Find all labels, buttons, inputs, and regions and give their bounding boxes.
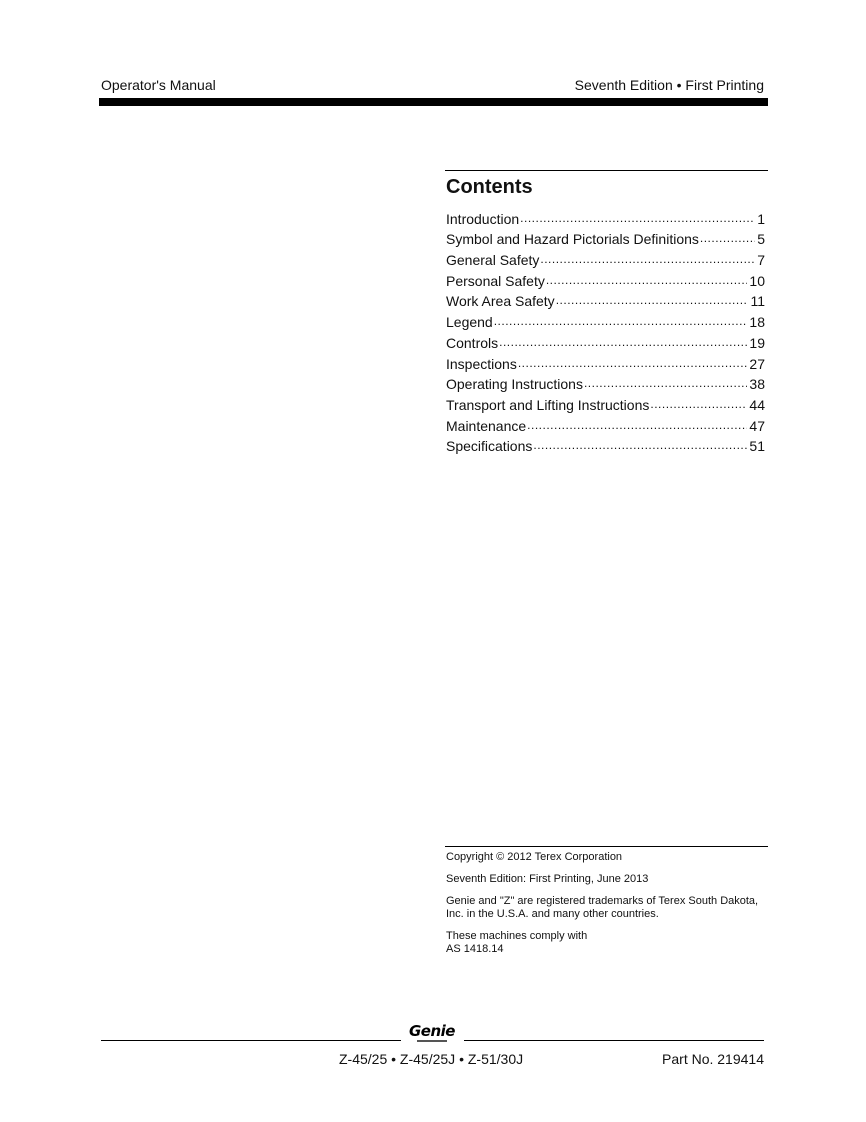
toc-top-rule: [445, 170, 768, 171]
toc-entry[interactable]: [446, 206, 765, 227]
toc-dot-leader: [494, 312, 748, 330]
toc-dot-leader: [556, 291, 749, 309]
edition-label: Seventh Edition • First Printing: [574, 77, 764, 93]
trademark-notice: Genie and "Z" are registered trademarks of Terex South Dakota, Inc. in the U.S.A. and many other countries.: [446, 895, 759, 920]
compliance-notice: [446, 930, 766, 956]
toc-entry-page: 5: [757, 231, 765, 248]
toc-dot-leader: [540, 250, 755, 268]
toc-entry[interactable]: [446, 247, 765, 268]
toc-dot-leader: [700, 229, 755, 247]
toc-entry[interactable]: [446, 227, 765, 248]
toc-entry-label: Inspections: [446, 355, 517, 372]
compliance-text: These machines comply with: [446, 930, 588, 942]
toc-entry[interactable]: [446, 309, 765, 330]
toc-entry-page: 10: [749, 272, 765, 289]
toc-entry-label: Personal Safety: [446, 272, 545, 289]
toc-dot-leader: [584, 374, 747, 392]
toc-title: Contents: [446, 176, 533, 198]
toc-entry-page: 47: [749, 417, 765, 434]
toc-entry-page: 1: [757, 210, 765, 227]
toc-entry-label: Transport and Lifting Instructions: [446, 396, 650, 413]
part-number: Part No. 219414: [662, 1051, 764, 1067]
toc-dot-leader: [527, 416, 747, 434]
compliance-standard: AS 1418.14: [446, 943, 504, 955]
header-rule: [99, 98, 768, 106]
toc-entry-label: Legend: [446, 314, 493, 331]
genie-logo: [404, 1024, 460, 1046]
toc-entry-label: Work Area Safety: [446, 293, 555, 310]
copyright-notice: Copyright © 2012 Terex Corporation: [446, 851, 623, 863]
toc-entry[interactable]: [446, 351, 765, 372]
footer-rule-left: [101, 1040, 401, 1041]
toc-entry-page: 19: [749, 334, 765, 351]
toc-entry[interactable]: [446, 372, 765, 393]
toc-entry[interactable]: [446, 392, 765, 413]
toc-list: [446, 206, 765, 454]
copyright-block: [446, 851, 766, 965]
toc-entry-page: 51: [749, 438, 765, 455]
genie-logo-underline: [417, 1040, 447, 1042]
toc-entry[interactable]: [446, 330, 765, 351]
model-numbers: Z-45/25 • Z-45/25J • Z-51/30J: [339, 1051, 524, 1067]
toc-dot-leader: [520, 209, 755, 227]
toc-entry-label: Specifications: [446, 438, 533, 455]
toc-entry-label: Operating Instructions: [446, 376, 583, 393]
toc-dot-leader: [518, 354, 748, 372]
toc-entry[interactable]: [446, 268, 765, 289]
toc-entry-page: 11: [750, 293, 765, 310]
toc-entry[interactable]: [446, 289, 765, 310]
toc-entry-label: Controls: [446, 334, 499, 351]
toc-dot-leader: [533, 436, 747, 454]
toc-entry[interactable]: [446, 434, 765, 455]
manual-title: Operator's Manual: [101, 77, 216, 93]
footer-rule-right: [464, 1040, 764, 1041]
toc-entry-label: Introduction: [446, 210, 520, 227]
toc-entry-label: Maintenance: [446, 417, 527, 434]
genie-logo-wordmark: Genie: [409, 1022, 455, 1040]
toc-dot-leader: [546, 271, 748, 289]
copyright-rule: [445, 846, 768, 847]
toc-entry-page: 18: [749, 314, 765, 331]
toc-entry-label: General Safety: [446, 252, 540, 269]
toc-entry-page: 7: [757, 252, 765, 269]
toc-dot-leader: [650, 395, 747, 413]
toc-dot-leader: [499, 333, 747, 351]
toc-entry-label: Symbol and Hazard Pictorials Definitions: [446, 231, 699, 248]
toc-entry-page: 27: [749, 355, 765, 372]
edition-notice: Seventh Edition: First Printing, June 2013: [446, 873, 649, 885]
toc-entry-page: 38: [749, 376, 765, 393]
toc-entry-page: 44: [749, 396, 765, 413]
toc-entry[interactable]: [446, 413, 765, 434]
